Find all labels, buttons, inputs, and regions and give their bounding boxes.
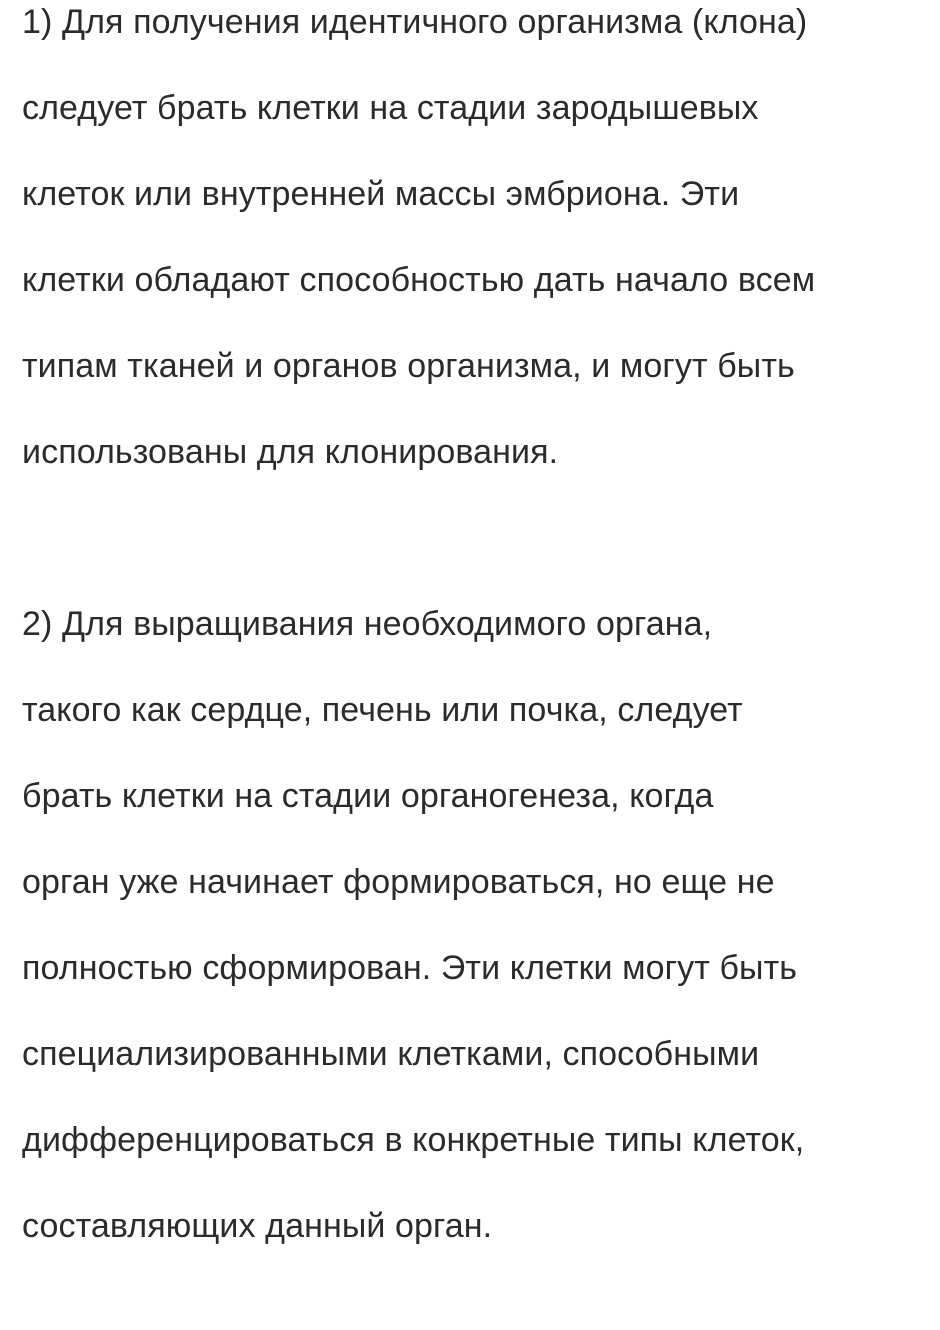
paragraph-2-line-2: такого как сердце, печень или почка, следует (22, 691, 743, 729)
paragraph-2-line-4: орган уже начинает формироваться, но еще не (22, 863, 775, 901)
paragraph-2-line-3: брать клетки на стадии органогенеза, когда (22, 777, 714, 815)
paragraph-1-line-1: 1) Для получения идентичного организма (клона) (22, 3, 808, 41)
paragraph-2-line-5: полностью сформирован. Эти клетки могут быть (22, 949, 798, 987)
paragraph-2-line-6: специализированными клетками, способными (22, 1035, 760, 1073)
paragraph-1-line-6: использованы для клонирования. (22, 433, 559, 471)
paragraph-2-line-7: дифференцироваться в конкретные типы клеток, (22, 1121, 805, 1159)
paragraph-2-line-8: составляющих данный орган. (22, 1207, 493, 1245)
paragraph-1-line-4: клетки обладают способностью дать начало всем (22, 261, 816, 299)
paragraph-1-line-5: типам тканей и органов организма, и могут быть (22, 347, 795, 385)
paragraph-1-line-3: клеток или внутренней массы эмбриона. Эти (22, 175, 740, 213)
paragraph-1-line-2: следует брать клетки на стадии зародышевых (22, 89, 759, 127)
paragraph-2-line-1: 2) Для выращивания необходимого органа, (22, 605, 713, 643)
